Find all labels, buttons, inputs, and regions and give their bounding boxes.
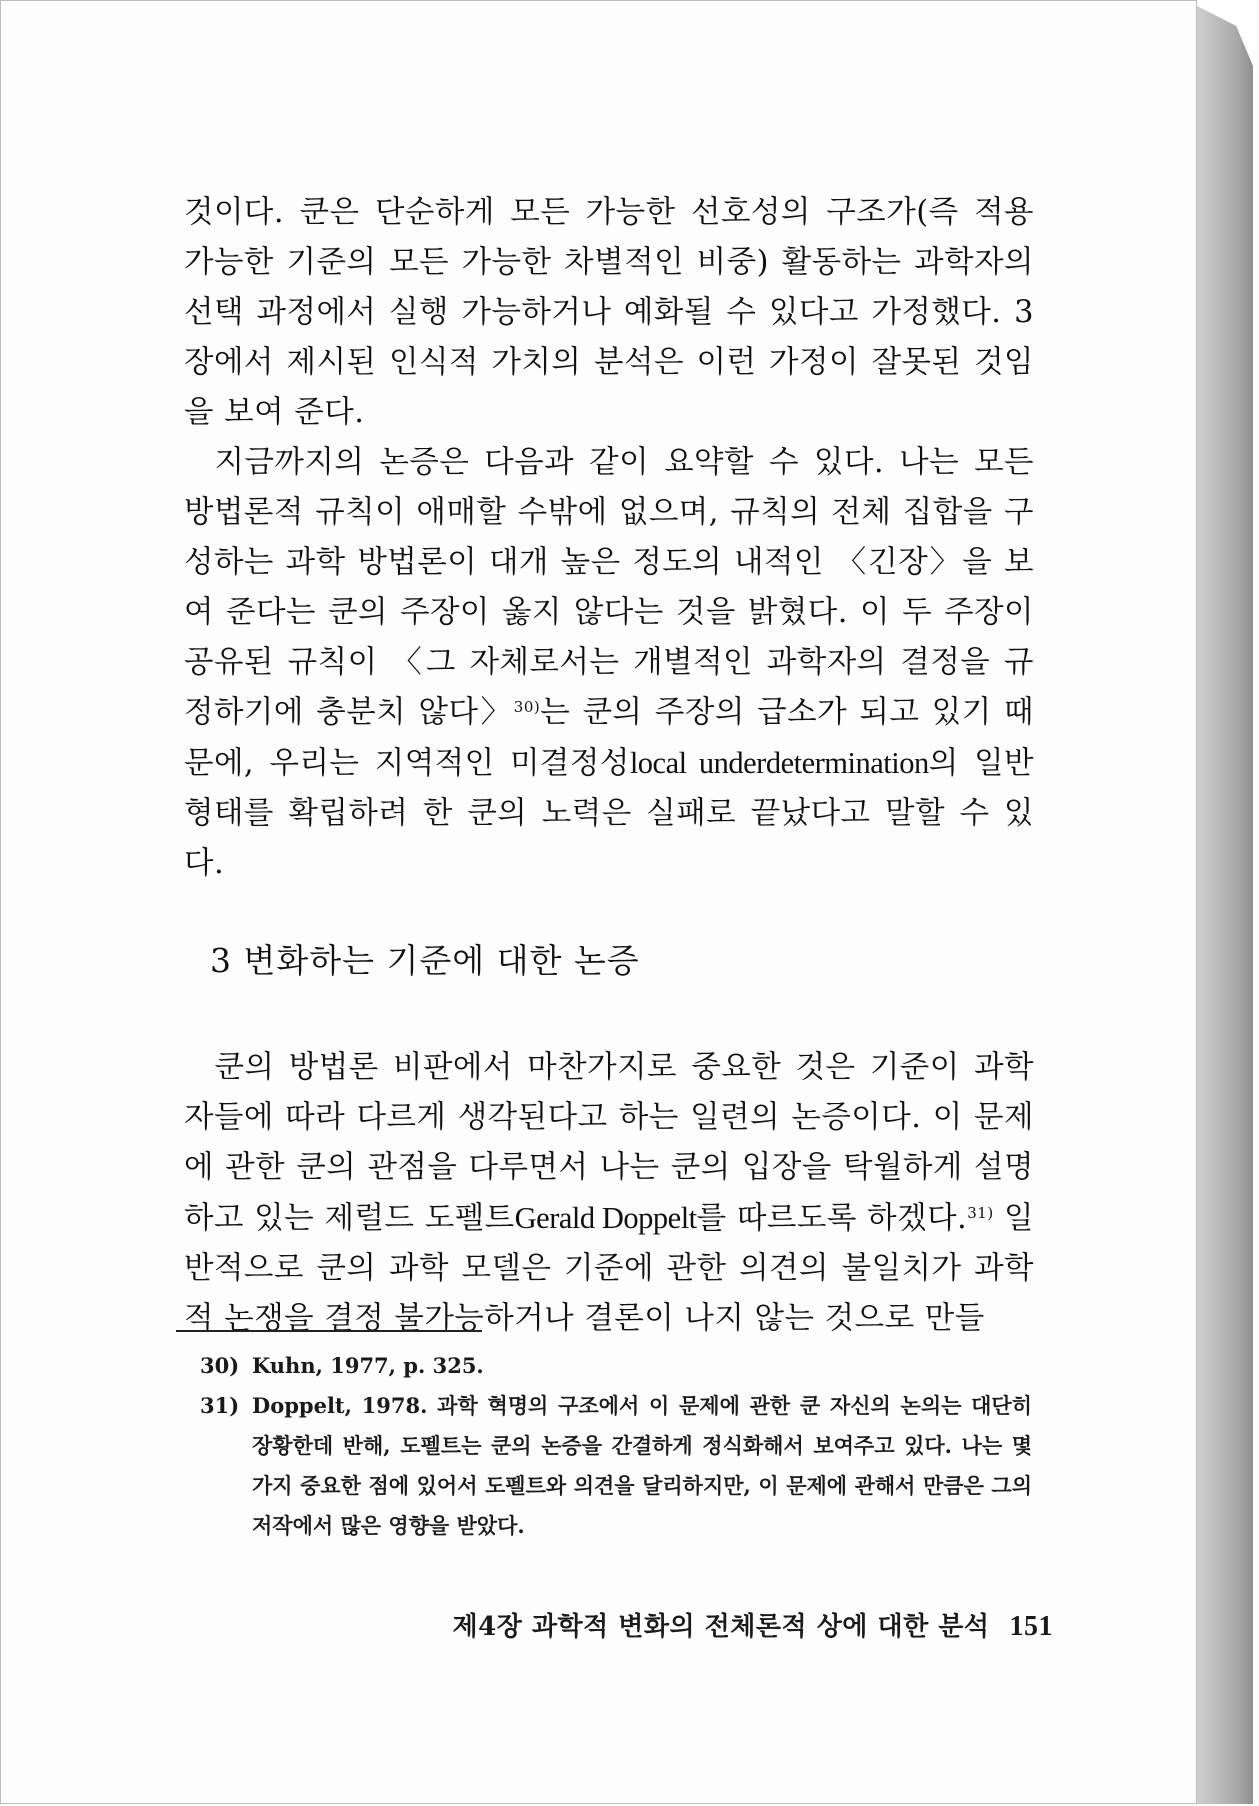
paragraph-1-text: 것이다. 쿤은 단순하게 모든 가능한 선호성의 구조가(즉 적용 가능한 기준의 모든 가능한 차별적인 비중) 활동하는 과학자의 선택 과정에서 실행 가능하거나 예화될 수 있다고 가정했다. 3장에서 제시된 인식적 가치의 분석은 이런 가정이 잘못된 것임을 보여 준다. [184,195,1034,430]
paragraph-2 [184,438,1034,889]
running-chapter-title: 제4장 과학적 변화의 전체론적 상에 대한 분석 [452,1612,990,1642]
page-number: 151 [1009,1611,1053,1642]
footnote-text: Doppelt, 1978. 과학 혁명의 구조에서 이 문제에 관한 쿤 자신의 논의는 대단히 장황한데 반해, 도펠트는 쿤의 논증을 간결하게 정식화해서 보여주고 있다. 나는 몇 가지 중요한 점에 있어서 도펠트와 의견을 달리하지만, 이 문제에 관해서 만큼은 그의 저작에서 많은 영향을 받았다. [252,1393,1032,1538]
footnote-ref-31: 31) [967,1204,994,1222]
paragraph-2-latin-term: local underdetermination [629,746,929,780]
page-footer [453,1606,1054,1643]
paragraph-2-text-b: 는 쿤의 주장의 급소가 되고 있기 때문에, 우리는 지역적인 미결정성 [184,695,1034,781]
footnote-ref-30: 30) [513,698,541,716]
paragraph-3-text-c: 일반적으로 쿤의 과학 모델은 기준에 관한 의견의 불일치가 과학적 논쟁을 결정 불가능하거나 결론이 나지 않는 것으로 만들 [184,1201,1034,1336]
paragraph-3-text-b: 를 따르도록 하겠다. [696,1201,968,1236]
footnote-text: Kuhn, 1977, p. 325. [252,1353,484,1378]
page-stack-edge [1197,6,1253,1804]
footnote-31 [200,1386,1032,1546]
footnote-mark: 31) [200,1393,240,1418]
paragraph-2-text-c: 의 일반 형태를 확립하려 한 쿤의 노력은 실패로 끝났다고 말할 수 있다. [184,746,1034,881]
footnote-30 [200,1346,1032,1386]
paragraph-2-text-a: 지금까지의 논증은 다음과 같이 요약할 수 있다. 나는 모든 방법론적 규칙이 애매할 수밖에 없으며, 규칙의 전체 집합을 구성하는 과학 방법론이 대개 높은 정도의 내적인 〈긴장〉을 보여 준다는 쿤의 주장이 옳지 않다는 것을 밝혔다. 이 두 주장이 공유된 규칙이 〈그 자체로서는 개별적인 과학자의 결정을 규정하기에 충분치 않다〉 [184,445,1034,730]
main-text [184,188,1034,1344]
section-heading: 3 변화하는 기준에 대한 논증 [210,941,640,980]
footnote-mark: 30) [200,1353,240,1378]
footnotes [200,1346,1032,1546]
paragraph-3 [184,1043,1034,1344]
footnote-divider [176,1330,482,1332]
paragraph-3-latin-name: Gerald Doppelt [514,1201,697,1235]
paragraph-3-text-a: 쿤의 방법론 비판에서 마찬가지로 중요한 것은 기준이 과학자들에 따라 다르게 생각된다고 하는 일련의 논증이다. 이 문제에 관한 쿤의 관점을 다루면서 나는 쿤의 입장을 탁월하게 설명하고 있는 제럴드 도펠트 [184,1050,1034,1236]
paragraph-1 [184,188,1034,438]
